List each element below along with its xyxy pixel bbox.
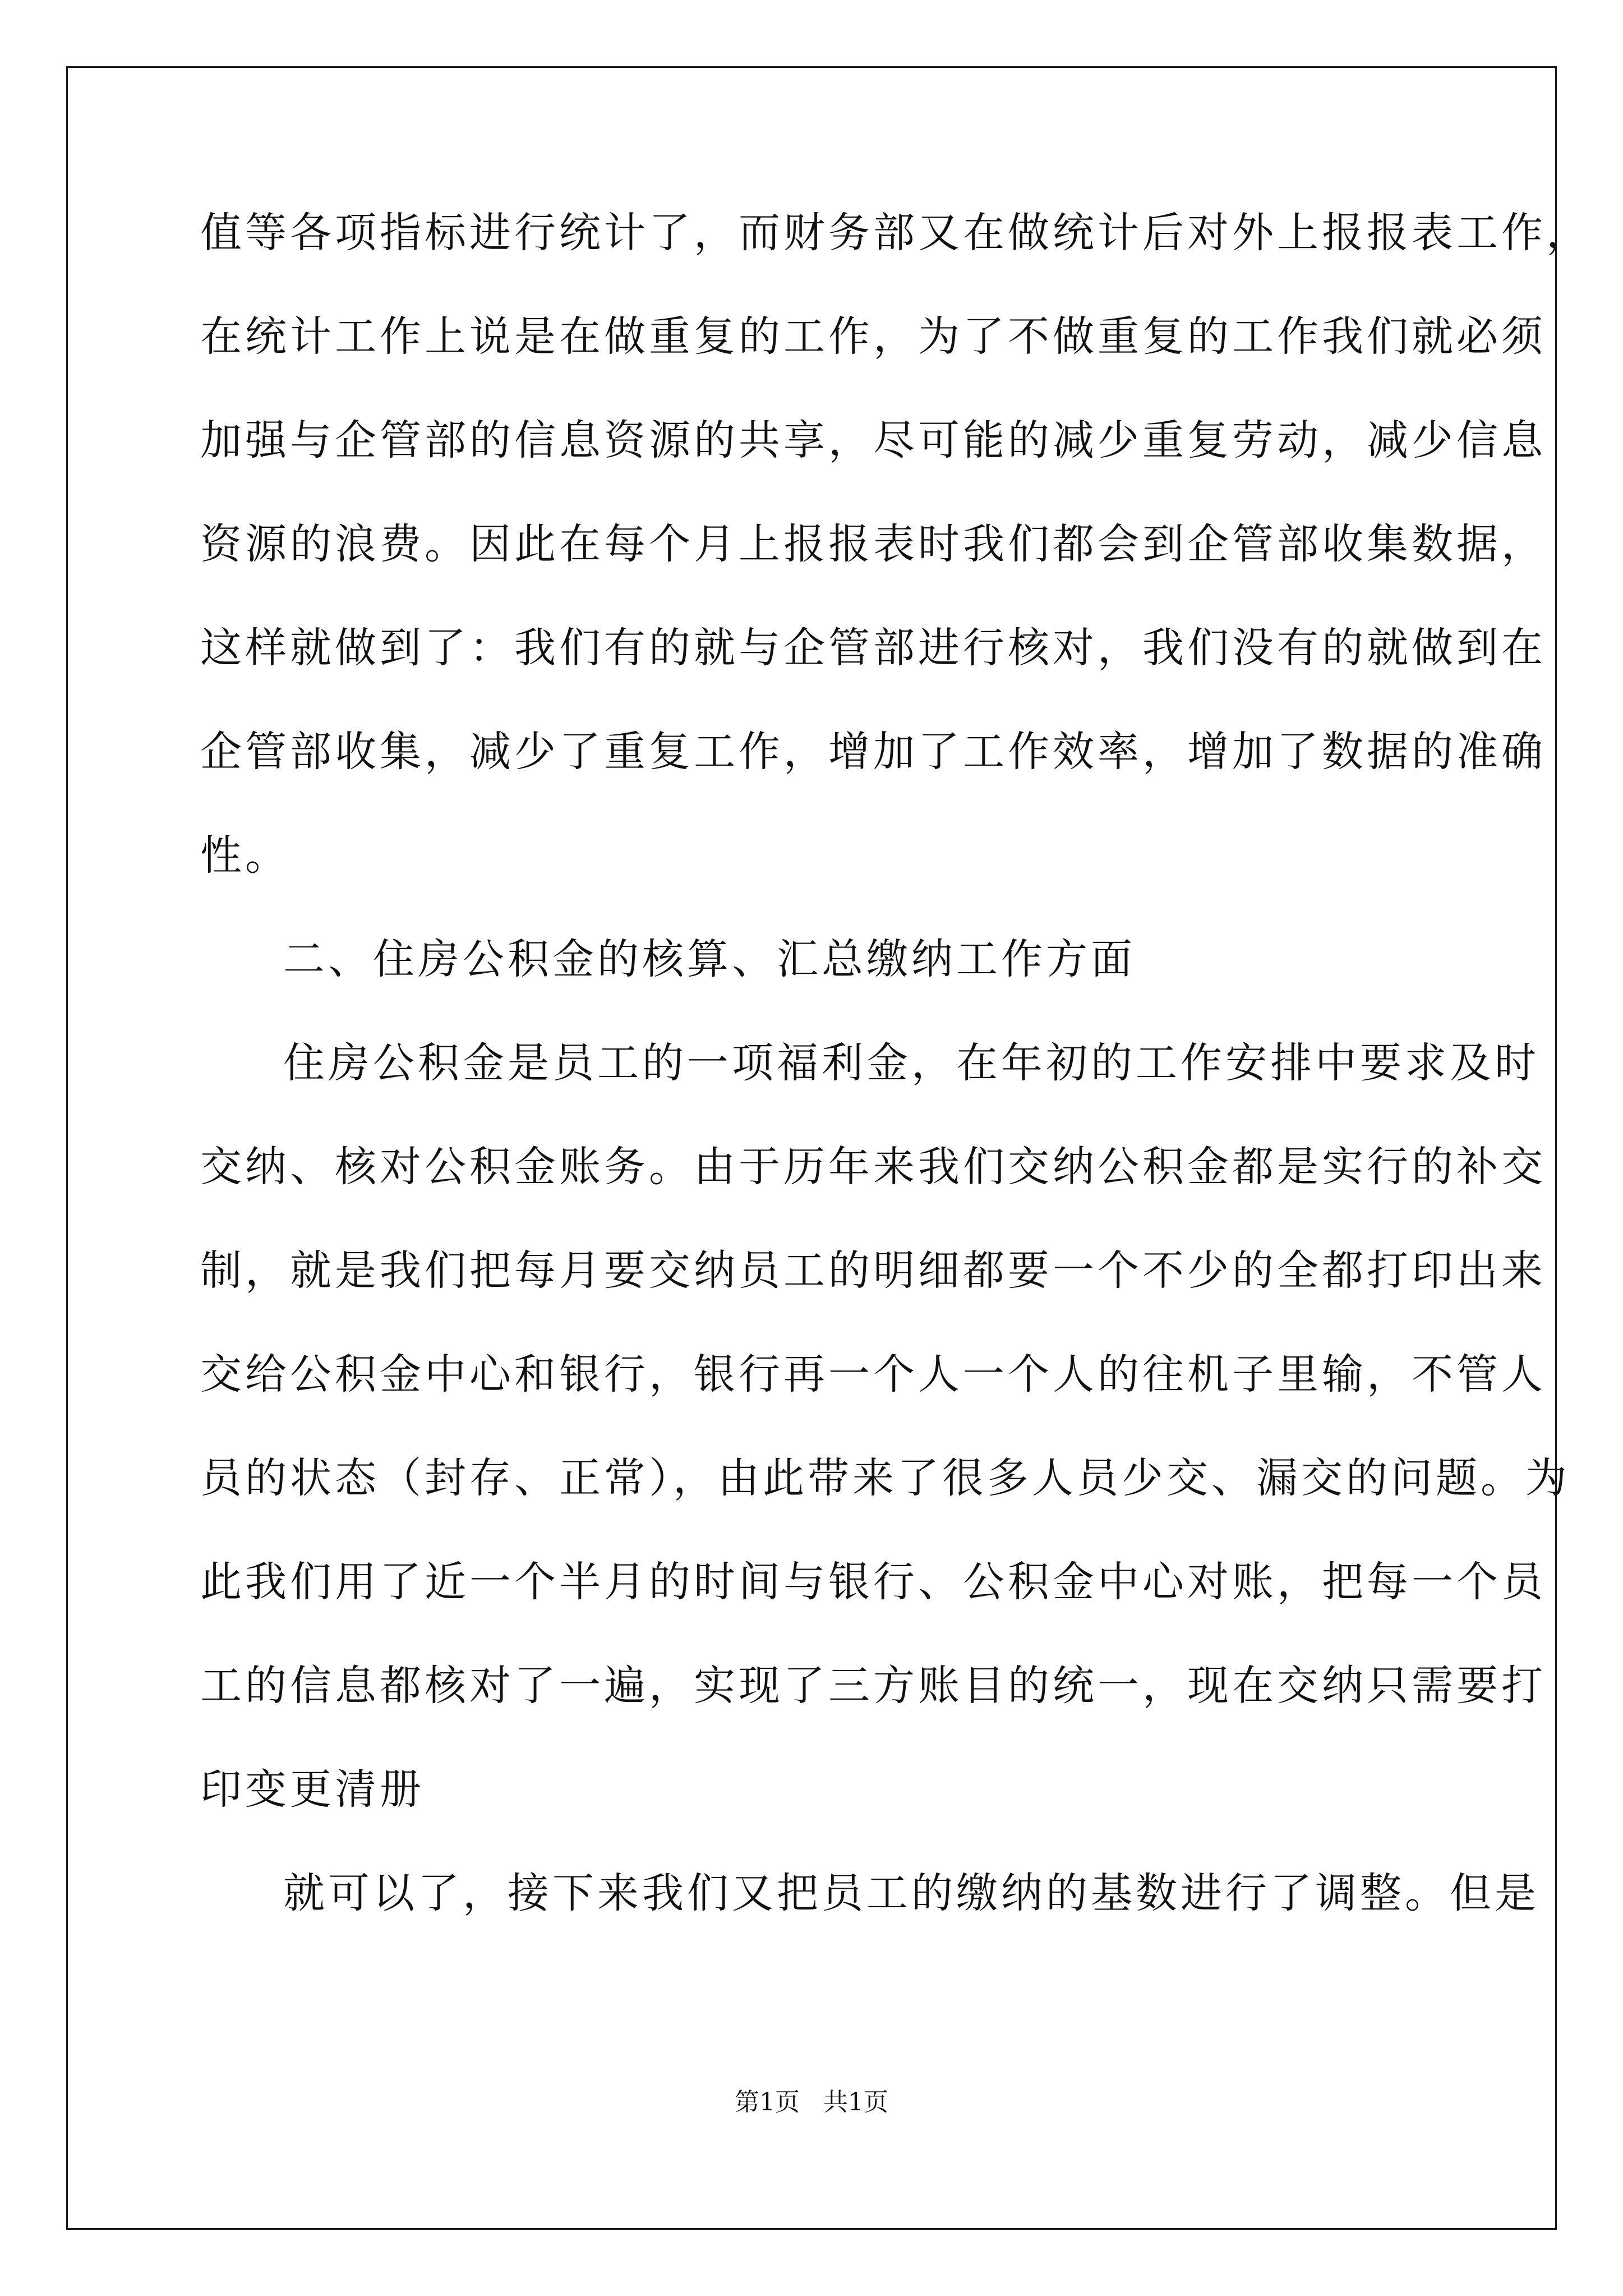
text-line-1: 值等各项指标进行统计了，而财务部又在做统计后对外上报报表工作， (200, 209, 1591, 257)
text-line-11: 制，就是我们把每月要交纳员工的明细都要一个不少的全都打印出来 (200, 1246, 1546, 1295)
text-line-4: 资源的浪费。因此在每个月上报报表时我们都会到企管部收集数据， (200, 520, 1546, 568)
text-line-10: 交纳、核对公积金账务。由于历年来我们交纳公积金都是实行的补交 (200, 1143, 1546, 1191)
text-line-13: 员的状态（封存、正常），由此带来了很多人员少交、漏交的问题。为 (200, 1454, 1570, 1502)
text-line-5: 这样就做到了：我们有的就与企管部进行核对，我们没有的就做到在 (200, 624, 1546, 672)
text-line-9: 住房公积金是员工的一项福利金，在年初的工作安排中要求及时 (283, 1039, 1539, 1087)
text-line-14: 此我们用了近一个半月的时间与银行、公积金中心对账，把每一个员 (200, 1558, 1546, 1606)
text-line-12: 交给公积金中心和银行，银行再一个人一个人的往机子里输，不管人 (200, 1350, 1546, 1398)
text-line-16: 印变更清册 (200, 1765, 425, 1814)
text-line-6: 企管部收集，减少了重复工作，增加了工作效率，增加了数据的准确 (200, 728, 1546, 776)
text-line-17: 就可以了，接下来我们又把员工的缴纳的基数进行了调整。但是 (283, 1869, 1539, 1917)
text-line-15: 工的信息都核对了一遍，实现了三方账目的统一，现在交纳只需要打 (200, 1662, 1546, 1710)
text-line-2: 在统计工作上说是在做重复的工作，为了不做重复的工作我们就必须 (200, 312, 1546, 361)
page-footer: 第1页 共1页 (735, 2088, 888, 2116)
text-line-7: 性。 (200, 831, 290, 880)
section-heading: 二、住房公积金的核算、汇总缴纳工作方面 (283, 935, 1136, 983)
text-line-3: 加强与企管部的信息资源的共享，尽可能的减少重复劳动，减少信息 (200, 416, 1546, 464)
